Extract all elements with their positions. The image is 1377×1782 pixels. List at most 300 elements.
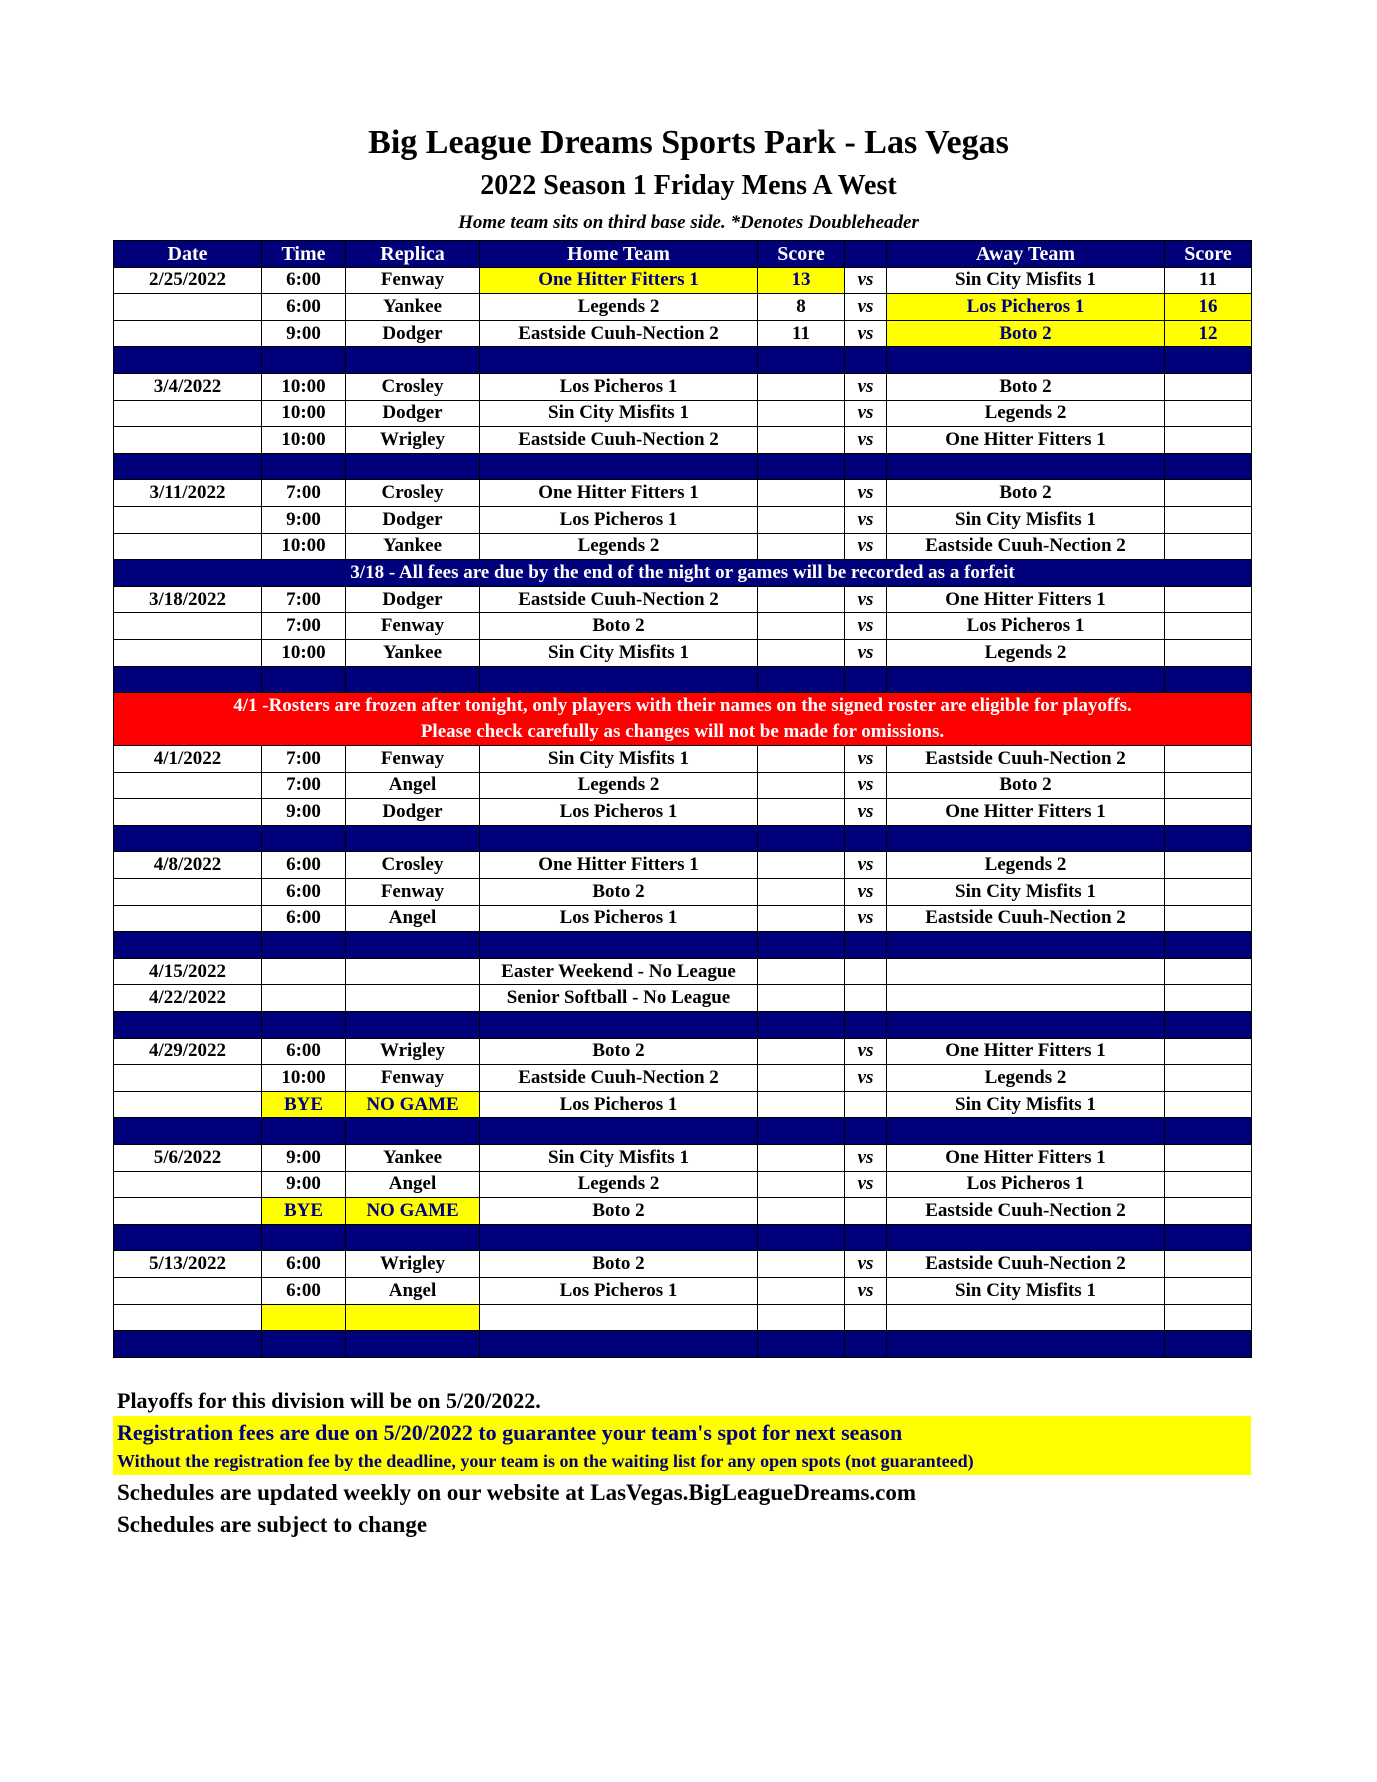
home-score-cell (758, 586, 845, 613)
home-score-cell (758, 533, 845, 560)
time-cell: 7:00 (262, 586, 346, 613)
change-note: Schedules are subject to change (117, 1512, 428, 1537)
away-team-cell: One Hitter Fitters 1 (887, 799, 1165, 826)
home-score-cell (758, 1145, 845, 1172)
separator-cell (887, 1331, 1165, 1358)
separator-cell (114, 1224, 262, 1251)
away-score-cell (1165, 1198, 1252, 1225)
time-cell: 9:00 (262, 506, 346, 533)
home-team-cell: Eastside Cuuh-Nection 2 (480, 427, 758, 454)
away-team-cell: Sin City Misfits 1 (887, 879, 1165, 906)
time-cell: BYE (262, 1198, 346, 1225)
col-header-time: Time (262, 241, 346, 268)
away-team-cell: Sin City Misfits 1 (887, 267, 1165, 294)
playoffs-note: Playoffs for this division will be on 5/20/2022. (117, 1388, 541, 1413)
away-score-cell (1165, 1304, 1252, 1331)
date-cell (114, 427, 262, 454)
game-row (114, 373, 1252, 400)
home-score-cell (758, 1198, 845, 1225)
home-team-cell: Eastside Cuuh-Nection 2 (480, 320, 758, 347)
away-score-cell (1165, 905, 1252, 932)
separator-cell (1165, 825, 1252, 852)
away-team-cell: Eastside Cuuh-Nection 2 (887, 1198, 1165, 1225)
time-cell: 6:00 (262, 1251, 346, 1278)
home-score-cell (758, 1277, 845, 1304)
time-cell: 9:00 (262, 320, 346, 347)
away-team-cell: Legends 2 (887, 400, 1165, 427)
separator-cell (480, 932, 758, 959)
separator-cell (845, 666, 887, 693)
separator-cell (346, 666, 480, 693)
home-team-cell: Legends 2 (480, 533, 758, 560)
away-team-cell: One Hitter Fitters 1 (887, 586, 1165, 613)
vs-cell (845, 1091, 887, 1118)
time-cell: 7:00 (262, 480, 346, 507)
game-row (114, 639, 1252, 666)
separator-cell (1165, 1224, 1252, 1251)
vs-cell: vs (845, 427, 887, 454)
replica-cell: Yankee (346, 294, 480, 321)
vs-cell: vs (845, 746, 887, 773)
time-cell: 6:00 (262, 1038, 346, 1065)
separator-cell (262, 932, 346, 959)
home-team-cell: Los Picheros 1 (480, 1091, 758, 1118)
separator-cell (887, 1224, 1165, 1251)
game-row (114, 613, 1252, 640)
separator-cell (114, 825, 262, 852)
separator-cell (758, 666, 845, 693)
date-cell: 4/1/2022 (114, 746, 262, 773)
vs-cell: vs (845, 1145, 887, 1172)
vs-cell: vs (845, 1251, 887, 1278)
home-team-cell: Los Picheros 1 (480, 373, 758, 400)
away-score-cell (1165, 480, 1252, 507)
away-score-cell (1165, 1038, 1252, 1065)
separator-cell (114, 1331, 262, 1358)
date-cell: 4/22/2022 (114, 985, 262, 1012)
home-score-cell (758, 799, 845, 826)
roster-notice (114, 693, 1252, 746)
time-cell (262, 958, 346, 985)
home-score-cell (758, 427, 845, 454)
game-row (114, 958, 1252, 985)
game-row (114, 1145, 1252, 1172)
game-row (114, 320, 1252, 347)
separator-cell (845, 1331, 887, 1358)
game-row (114, 267, 1252, 294)
separator-cell (480, 1012, 758, 1039)
replica-cell: Dodger (346, 400, 480, 427)
away-team-cell: One Hitter Fitters 1 (887, 427, 1165, 454)
week-separator (114, 932, 1252, 959)
game-row (114, 1038, 1252, 1065)
game-row (114, 1304, 1252, 1331)
home-team-cell: Sin City Misfits 1 (480, 400, 758, 427)
separator-cell (1165, 1012, 1252, 1039)
separator-cell (262, 1224, 346, 1251)
replica-cell: Dodger (346, 799, 480, 826)
separator-cell (114, 453, 262, 480)
separator-cell (887, 932, 1165, 959)
away-team-cell: Los Picheros 1 (887, 1171, 1165, 1198)
game-row (114, 1091, 1252, 1118)
separator-cell (346, 347, 480, 374)
separator-cell (1165, 932, 1252, 959)
vs-cell: vs (845, 373, 887, 400)
date-cell (114, 772, 262, 799)
time-cell (262, 1304, 346, 1331)
separator-cell (262, 1331, 346, 1358)
game-row (114, 852, 1252, 879)
away-score-cell (1165, 746, 1252, 773)
vs-cell (845, 985, 887, 1012)
col-header-vs (845, 241, 887, 268)
separator-cell (845, 1224, 887, 1251)
col-header-home-score: Score (758, 241, 845, 268)
away-team-cell: Sin City Misfits 1 (887, 1277, 1165, 1304)
away-score-cell (1165, 985, 1252, 1012)
away-score-cell (1165, 1065, 1252, 1092)
separator-cell (262, 1118, 346, 1145)
separator-cell (480, 1331, 758, 1358)
date-cell: 5/13/2022 (114, 1251, 262, 1278)
away-team-cell: Boto 2 (887, 772, 1165, 799)
home-score-cell: 8 (758, 294, 845, 321)
away-team-cell: Eastside Cuuh-Nection 2 (887, 746, 1165, 773)
away-score-cell (1165, 772, 1252, 799)
date-cell (114, 613, 262, 640)
col-header-away-team: Away Team (887, 241, 1165, 268)
home-score-cell (758, 373, 845, 400)
vs-cell: vs (845, 480, 887, 507)
date-cell (114, 1304, 262, 1331)
separator-cell (887, 1118, 1165, 1145)
separator-cell (845, 1118, 887, 1145)
home-score-cell (758, 400, 845, 427)
away-team-cell: Legends 2 (887, 639, 1165, 666)
vs-cell: vs (845, 852, 887, 879)
home-score-cell (758, 746, 845, 773)
replica-cell: Angel (346, 1171, 480, 1198)
separator-cell (114, 932, 262, 959)
home-team-cell: One Hitter Fitters 1 (480, 480, 758, 507)
home-team-cell: Boto 2 (480, 613, 758, 640)
week-separator (114, 1224, 1252, 1251)
roster-notice-line: Please check carefully as changes will not be made for omissions. (420, 721, 945, 743)
separator-cell (887, 666, 1165, 693)
game-row (114, 1198, 1252, 1225)
vs-cell: vs (845, 586, 887, 613)
separator-cell (480, 825, 758, 852)
replica-cell: Angel (346, 772, 480, 799)
away-score-cell (1165, 373, 1252, 400)
replica-cell (346, 985, 480, 1012)
time-cell: 6:00 (262, 267, 346, 294)
away-score-cell (1165, 613, 1252, 640)
home-score-cell: 11 (758, 320, 845, 347)
vs-cell: vs (845, 879, 887, 906)
replica-cell: Crosley (346, 852, 480, 879)
date-cell: 3/4/2022 (114, 373, 262, 400)
away-score-cell (1165, 1277, 1252, 1304)
home-score-cell (758, 613, 845, 640)
home-team-cell: Sin City Misfits 1 (480, 746, 758, 773)
separator-cell (346, 932, 480, 959)
away-team-cell: Legends 2 (887, 1065, 1165, 1092)
time-cell: 10:00 (262, 533, 346, 560)
separator-cell (887, 453, 1165, 480)
time-cell: 6:00 (262, 905, 346, 932)
replica-cell: Yankee (346, 1145, 480, 1172)
home-score-cell (758, 772, 845, 799)
separator-cell (887, 825, 1165, 852)
header-row (114, 241, 1252, 268)
time-cell: 10:00 (262, 1065, 346, 1092)
date-cell: 3/18/2022 (114, 586, 262, 613)
away-score-cell (1165, 586, 1252, 613)
away-score-cell (1165, 1091, 1252, 1118)
away-team-cell (887, 1304, 1165, 1331)
home-score-cell: 13 (758, 267, 845, 294)
vs-cell: vs (845, 1038, 887, 1065)
date-cell: 4/8/2022 (114, 852, 262, 879)
time-cell: 7:00 (262, 772, 346, 799)
away-score-cell (1165, 400, 1252, 427)
separator-cell (262, 347, 346, 374)
replica-cell: Fenway (346, 613, 480, 640)
home-team-cell: Los Picheros 1 (480, 905, 758, 932)
separator-cell (262, 453, 346, 480)
separator-cell (1165, 1118, 1252, 1145)
date-cell (114, 400, 262, 427)
away-score-cell (1165, 879, 1252, 906)
date-cell (114, 1091, 262, 1118)
home-team-cell: Legends 2 (480, 294, 758, 321)
date-cell: 4/15/2022 (114, 958, 262, 985)
game-row (114, 879, 1252, 906)
replica-cell: Dodger (346, 506, 480, 533)
date-cell: 3/11/2022 (114, 480, 262, 507)
game-row (114, 586, 1252, 613)
away-team-cell: One Hitter Fitters 1 (887, 1038, 1165, 1065)
date-cell: 5/6/2022 (114, 1145, 262, 1172)
separator-cell (262, 825, 346, 852)
home-team-cell: Boto 2 (480, 879, 758, 906)
home-score-cell (758, 506, 845, 533)
home-team-cell: Eastside Cuuh-Nection 2 (480, 1065, 758, 1092)
time-cell: 7:00 (262, 613, 346, 640)
home-team-cell: One Hitter Fitters 1 (480, 267, 758, 294)
col-header-date: Date (114, 241, 262, 268)
separator-cell (1165, 666, 1252, 693)
vs-cell (845, 1198, 887, 1225)
game-row (114, 985, 1252, 1012)
away-team-cell: Los Picheros 1 (887, 613, 1165, 640)
separator-cell (845, 825, 887, 852)
schedule-body (114, 267, 1252, 1357)
away-score-cell (1165, 639, 1252, 666)
vs-cell: vs (845, 506, 887, 533)
time-cell: 9:00 (262, 1171, 346, 1198)
separator-cell (480, 1224, 758, 1251)
separator-cell (1165, 453, 1252, 480)
home-team-cell: Sin City Misfits 1 (480, 639, 758, 666)
separator-cell (480, 1118, 758, 1145)
away-team-cell: Eastside Cuuh-Nection 2 (887, 1251, 1165, 1278)
time-cell: 6:00 (262, 852, 346, 879)
game-row (114, 772, 1252, 799)
replica-cell: Fenway (346, 879, 480, 906)
date-cell (114, 533, 262, 560)
separator-cell (346, 1331, 480, 1358)
away-team-cell: Boto 2 (887, 480, 1165, 507)
replica-cell: Angel (346, 1277, 480, 1304)
date-cell (114, 639, 262, 666)
away-score-cell: 11 (1165, 267, 1252, 294)
away-team-cell: Boto 2 (887, 373, 1165, 400)
week-separator (114, 347, 1252, 374)
home-team-cell: Los Picheros 1 (480, 1277, 758, 1304)
home-score-cell (758, 480, 845, 507)
game-row (114, 294, 1252, 321)
home-team-cell: Sin City Misfits 1 (480, 1145, 758, 1172)
separator-cell (758, 453, 845, 480)
week-separator (114, 1331, 1252, 1358)
col-header-replica: Replica (346, 241, 480, 268)
time-cell: 6:00 (262, 294, 346, 321)
home-team-cell: Los Picheros 1 (480, 506, 758, 533)
time-cell: 6:00 (262, 879, 346, 906)
registration-note: Registration fees are due on 5/20/2022 to guarantee your team's spot for next season (117, 1420, 903, 1445)
time-cell: 7:00 (262, 746, 346, 773)
home-team-cell: Boto 2 (480, 1198, 758, 1225)
separator-cell (1165, 347, 1252, 374)
replica-cell: Yankee (346, 533, 480, 560)
roster-notice-row (114, 693, 1252, 746)
date-cell (114, 1171, 262, 1198)
replica-cell: Angel (346, 905, 480, 932)
separator-cell (758, 347, 845, 374)
week-separator (114, 453, 1252, 480)
date-cell (114, 506, 262, 533)
home-score-cell (758, 958, 845, 985)
separator-cell (114, 1118, 262, 1145)
home-score-cell (758, 1091, 845, 1118)
away-team-cell: Boto 2 (887, 320, 1165, 347)
week-separator (114, 666, 1252, 693)
replica-cell: Dodger (346, 320, 480, 347)
separator-cell (346, 1118, 480, 1145)
away-team-cell (887, 985, 1165, 1012)
date-cell (114, 320, 262, 347)
separator-cell (845, 347, 887, 374)
separator-cell (887, 1012, 1165, 1039)
home-score-cell (758, 905, 845, 932)
separator-cell (845, 932, 887, 959)
home-team-cell: Easter Weekend - No League (480, 958, 758, 985)
date-cell (114, 294, 262, 321)
game-row (114, 1251, 1252, 1278)
col-header-home-team: Home Team (480, 241, 758, 268)
game-row (114, 400, 1252, 427)
time-cell: 10:00 (262, 639, 346, 666)
replica-cell: Yankee (346, 639, 480, 666)
home-score-cell (758, 1171, 845, 1198)
seating-note: Home team sits on third base side. *Denotes Doubleheader (458, 212, 919, 233)
page-title: Big League Dreams Sports Park - Las Vegas (368, 124, 1009, 161)
separator-cell (346, 453, 480, 480)
separator-cell (114, 666, 262, 693)
separator-cell (758, 1224, 845, 1251)
time-cell: 10:00 (262, 400, 346, 427)
vs-cell: vs (845, 905, 887, 932)
time-cell (262, 985, 346, 1012)
away-score-cell (1165, 1171, 1252, 1198)
vs-cell: vs (845, 294, 887, 321)
away-score-cell (1165, 958, 1252, 985)
separator-cell (758, 1012, 845, 1039)
time-cell: BYE (262, 1091, 346, 1118)
game-row (114, 506, 1252, 533)
away-team-cell: Sin City Misfits 1 (887, 1091, 1165, 1118)
replica-cell: Fenway (346, 746, 480, 773)
home-score-cell (758, 852, 845, 879)
vs-cell: vs (845, 799, 887, 826)
vs-cell: vs (845, 1171, 887, 1198)
replica-cell: NO GAME (346, 1091, 480, 1118)
game-row (114, 427, 1252, 454)
separator-cell (262, 1012, 346, 1039)
away-score-cell (1165, 852, 1252, 879)
home-score-cell (758, 985, 845, 1012)
date-cell (114, 1198, 262, 1225)
vs-cell: vs (845, 533, 887, 560)
replica-cell: Fenway (346, 267, 480, 294)
away-score-cell (1165, 427, 1252, 454)
separator-cell (480, 666, 758, 693)
time-cell: 10:00 (262, 373, 346, 400)
home-team-cell: Boto 2 (480, 1251, 758, 1278)
game-row (114, 799, 1252, 826)
separator-cell (262, 666, 346, 693)
vs-cell: vs (845, 1065, 887, 1092)
separator-cell (845, 453, 887, 480)
away-score-cell (1165, 533, 1252, 560)
vs-cell: vs (845, 613, 887, 640)
waiting-list-note: Without the registration fee by the deadline, your team is on the waiting list for any open spots (not guaranteed) (117, 1451, 974, 1471)
game-row (114, 533, 1252, 560)
separator-cell (845, 1012, 887, 1039)
game-row (114, 1171, 1252, 1198)
separator-cell (758, 1331, 845, 1358)
vs-cell: vs (845, 400, 887, 427)
game-row (114, 746, 1252, 773)
replica-cell: Fenway (346, 1065, 480, 1092)
game-row (114, 1277, 1252, 1304)
home-score-cell (758, 1038, 845, 1065)
away-team-cell: One Hitter Fitters 1 (887, 1145, 1165, 1172)
fee-notice: 3/18 - All fees are due by the end of the night or games will be recorded as a forfeit (114, 560, 1252, 587)
vs-cell: vs (845, 1277, 887, 1304)
week-separator (114, 1012, 1252, 1039)
separator-cell (758, 932, 845, 959)
away-score-cell (1165, 799, 1252, 826)
separator-cell (346, 1224, 480, 1251)
home-team-cell: Senior Softball - No League (480, 985, 758, 1012)
replica-cell: Wrigley (346, 427, 480, 454)
away-team-cell: Sin City Misfits 1 (887, 506, 1165, 533)
home-team-cell: Legends 2 (480, 772, 758, 799)
